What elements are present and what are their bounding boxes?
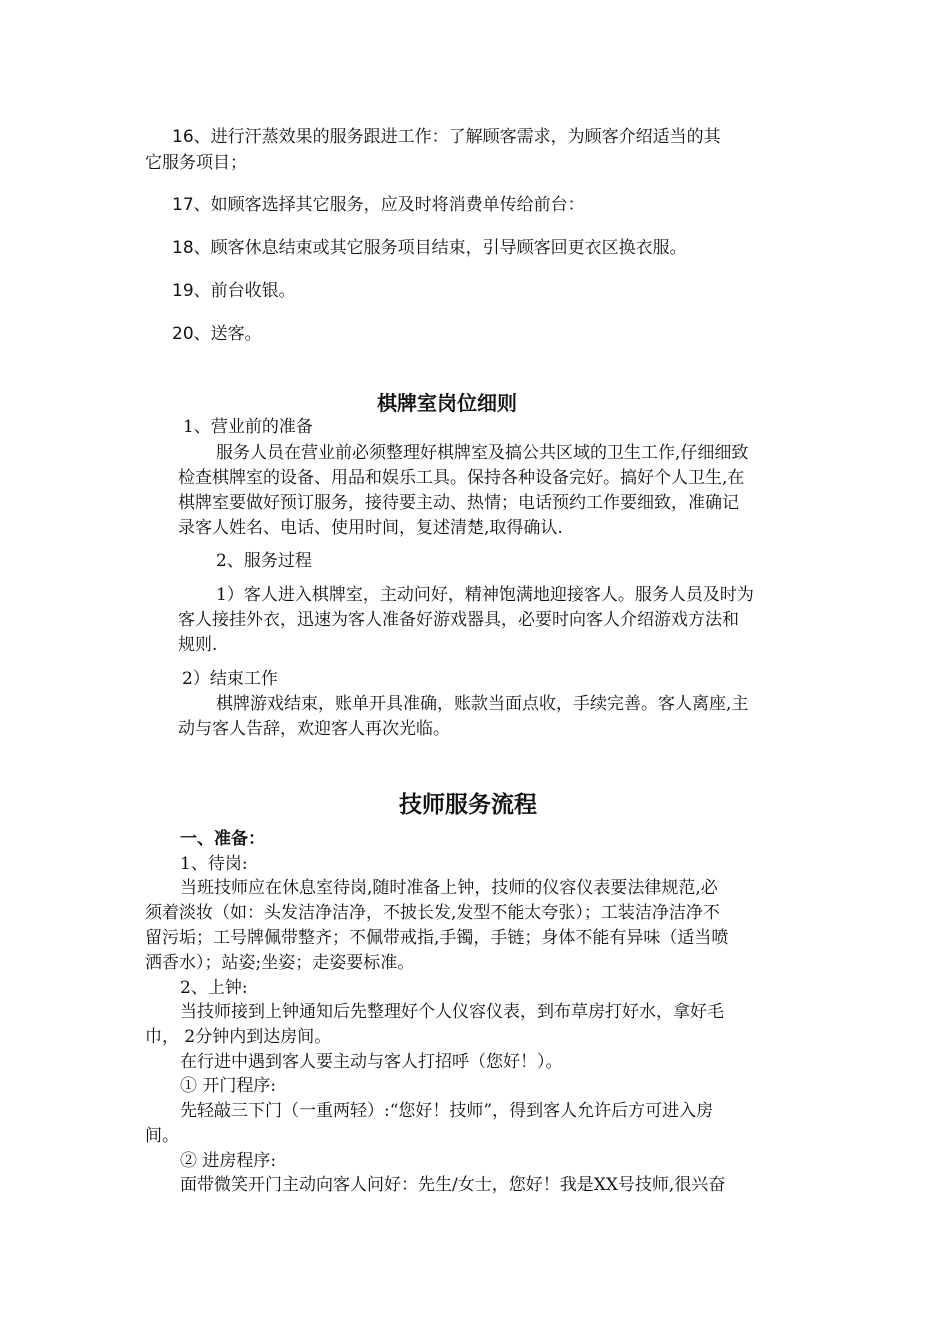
step-16-line-2: 它服务项目； [145, 153, 247, 173]
tech-para-5-line-1: 面带微笑开门主动向客人问好：先生/女士，您好！我是XX号技师,很兴奋 [180, 1175, 726, 1195]
tech-para-1-line-1: 当班技师应在休息室待岗,随时准备上钟，技师的仪容仪表要法律规范,必 [180, 878, 718, 898]
chess-para-2-line-2: 客人接挂外衣，迅速为客人准备好游戏器具，必要时向客人介绍游戏方法和 [178, 610, 739, 630]
tech-para-4-line-2: 间。 [145, 1126, 179, 1146]
chess-para-1-line-1: 服务人员在营业前必须整理好棋牌室及搞公共区域的卫生工作,仔细细致 [216, 443, 749, 463]
tech-heading-prep: 一、准备： [180, 829, 265, 849]
step-18: 18、顾客休息结束或其它服务项目结束，引导顾客回更衣区换衣服。 [172, 238, 687, 258]
chess-heading-3: 2）结束工作 [182, 669, 278, 689]
tech-para-2-line-2: 巾， 2分钟内到达房间。 [145, 1027, 332, 1047]
chess-para-3-line-2: 动与客人告辞，欢迎客人再次光临。 [178, 719, 450, 739]
chess-para-1-line-4: 录客人姓名、电话、使用时间，复述清楚,取得确认. [178, 518, 563, 538]
step-16-line-1: 16、进行汗蒸效果的服务跟进工作：了解顾客需求，为顾客介绍适当的其 [172, 127, 721, 147]
tech-heading-enter: ② 进房程序: [180, 1151, 277, 1171]
tech-heading-standby: 1、待岗: [180, 854, 248, 874]
tech-heading-on-duty: 2、上钟: [180, 978, 248, 998]
tech-para-1-line-2: 须着淡妆（如：头发洁净洁净，不披长发,发型不能太夸张）；工装洁净洁净不 [145, 903, 720, 923]
tech-para-4-line-1: 先轻敲三下门（一重两轻）:“您好！技师”，得到客人允许后方可进入房 [180, 1101, 714, 1121]
chess-para-1-line-2: 检查棋牌室的设备、用品和娱乐工具。保持各种设备完好。搞好个人卫生,在 [178, 468, 745, 488]
chess-para-1-line-3: 棋牌室要做好预订服务，接待要主动、热情；电话预约工作要细致，准确记 [178, 493, 739, 513]
tech-para-1-line-3: 留污垢；工号牌佩带整齐；不佩带戒指,手镯，手链；身体不能有异味（适当喷 [145, 928, 729, 948]
technician-title: 技师服务流程 [399, 791, 537, 818]
step-19: 19、前台收银。 [172, 281, 296, 301]
chess-room-title: 棋牌室岗位细则 [377, 391, 517, 415]
chess-heading-1: 1、营业前的准备 [183, 417, 313, 437]
chess-heading-2: 2、服务过程 [216, 551, 312, 571]
chess-para-2-line-1: 1）客人进入棋牌室，主动问好，精神饱满地迎接客人。服务人员及时为 [216, 585, 754, 605]
chess-para-2-line-3: 规则. [178, 635, 218, 655]
step-20: 20、送客。 [172, 324, 262, 344]
tech-para-2-line-1: 当技师接到上钟通知后先整理好个人仪容仪表，到布草房打好水，拿好毛 [180, 1002, 724, 1022]
tech-heading-door: ① 开门程序: [180, 1076, 277, 1096]
tech-para-3: 在行进中遇到客人要主动与客人打招呼（您好！）。 [180, 1052, 563, 1072]
tech-para-1-line-4: 洒香水）；站姿;坐姿；走姿要标准。 [145, 953, 415, 973]
chess-para-3-line-1: 棋牌游戏结束，账单开具准确，账款当面点收，手续完善。客人离座,主 [216, 694, 749, 714]
step-17: 17、如顾客选择其它服务，应及时将消费单传给前台： [172, 195, 585, 215]
